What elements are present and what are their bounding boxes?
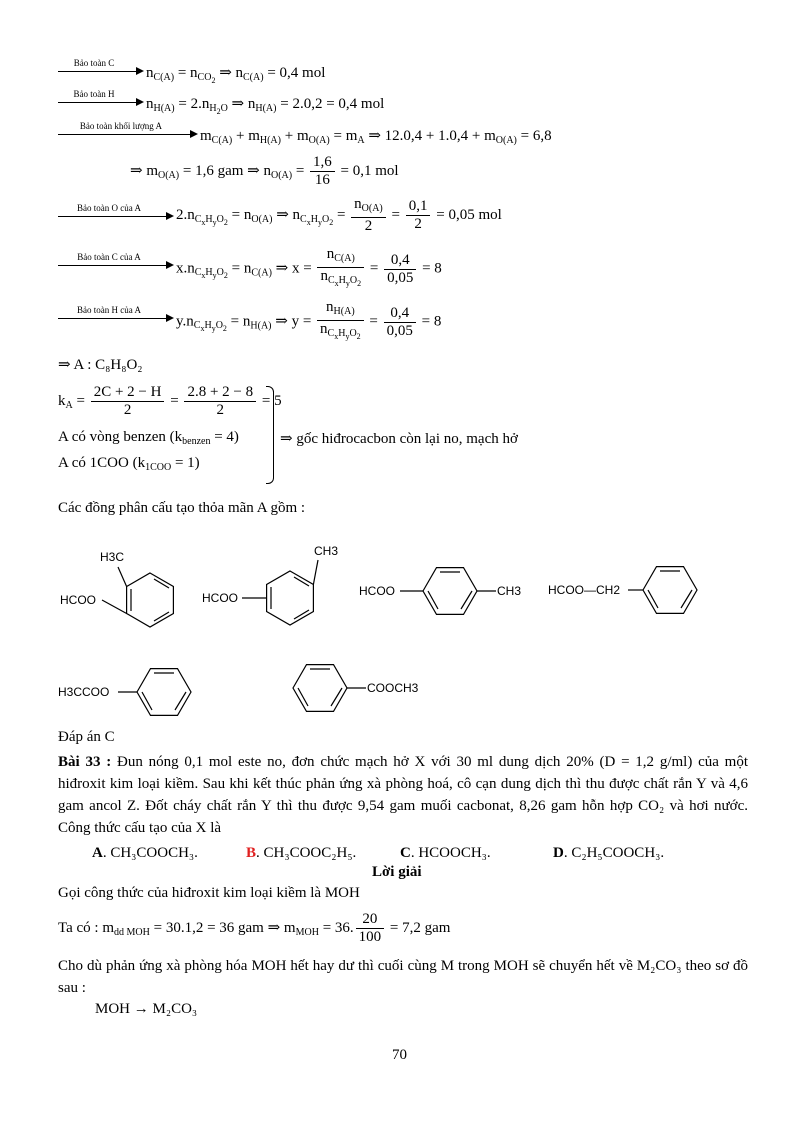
equation-line-5: $2.n_{C_xH_yO_2} = n_{O(A)}$ ⇒ $n_{C_xH_yO_2}$ = $\frac{n_{O(A)}}{2}$ = $\frac{0,1}{2}$ = 0,05 mol: [176, 196, 502, 234]
option-c: C. HCOOCH₃.: [400, 845, 491, 861]
equation-line-3: $m_{C(A)} + m_{H(A)} + m_{O(A)} = m_A$ ⇒ $12.0,4 + 1.0,4 + m_{O(A)} = 6,8$: [200, 128, 552, 146]
option-a: A. CH₃COOCH₃.: [92, 845, 198, 861]
solution-line-4: MOH → M₂CO₃: [95, 1001, 198, 1017]
equation-line-2: $n_{H(A)} = 2.n_{H_2O}$ ⇒ $n_{H(A)} = 2.0,2 = 0,4$ mol: [146, 96, 385, 116]
solution-line-2: Ta có : $m_{dd MOH} = 30.1,2 = 36$ gam ⇒ $m_{MOH} = 36$. $\frac{20}{100}$ = 7,2 gam: [58, 911, 451, 945]
s2-formate-label: HCOO: [202, 591, 238, 605]
unsaturation-result: = 5: [261, 392, 282, 409]
benzene-ring-6: [293, 665, 347, 712]
equation-line-6: $x.n_{C_xH_yO_2} = n_{C(A)}$ ⇒ x = $\frac{n_{C(A)}}{n_{C_xH_yO_2}}$ = $\frac{0,4}{0,05}$ = 8: [176, 246, 442, 288]
s3-methyl-label: CH3: [497, 584, 522, 598]
benzene-ring-line: A có vòng benzen $(k_{benzen} = 4)$: [58, 429, 239, 447]
s6-ester-label: COOCH3: [367, 681, 419, 695]
solution-line-1: Gọi công thức của hiđroxit kim loại kiềm là MOH: [58, 885, 360, 901]
answer-line: Đáp án C: [58, 729, 115, 745]
solution-title: Lời giải: [372, 864, 422, 880]
s2-methyl-label: CH3: [314, 544, 339, 558]
equation-line-4: ⇒ $m_{O(A)} = 1,6$ gam ⇒ $n_{O(A)}$ = $\frac{1,6}{16}$ = 0,1 mol: [130, 154, 399, 188]
problem-statement: [58, 751, 748, 839]
arrow-label: Bảo toàn H: [73, 89, 115, 99]
s1-methyl-label: H3C: [100, 550, 125, 564]
s5-acetate-label: H3CCOO: [58, 685, 110, 699]
page-number: 70: [392, 1047, 407, 1063]
arrow-label: Bảo toàn O của A: [77, 203, 141, 213]
unsaturation-equation: $k_A$ = $\frac{2C + 2 - H}{2}$ = $\frac{2.8 + 2 - 8}{2}$ = 5: [58, 384, 282, 418]
formula-conclusion: ⇒ A : C₈H₈O₂: [58, 357, 143, 373]
option-b: B. CH₃COOC₂H₅.: [246, 845, 357, 861]
s3-formate-label: HCOO: [359, 584, 395, 598]
s1-formate-label: HCOO: [60, 593, 96, 607]
brace-conclusion: ⇒ gốc hiđrocacbon còn lại no, mạch hở: [280, 431, 518, 447]
benzene-ring-5: [137, 669, 191, 716]
isomers-intro: Các đồng phân cấu tạo thỏa mãn A gồm :: [58, 500, 306, 516]
benzene-ring-2: [267, 571, 314, 625]
arrow-label: Bảo toàn C: [73, 58, 115, 68]
problem-text: Đun nóng 0,1 mol este no, đơn chức mạch hở X với 30 ml dung dịch 20% (D = 1,2 g/ml) của một hiđroxit kim loại kiềm. Sau khi kết thúc phản ứng xà phòng hoá, cô cạn dung dịch thì thu được chất rắn Y và 4,6 gam ancol Z. Đốt cháy chất rắn Y thì thu được 9,54 gam muối cacbonat, 8,26 gam hỗn hợp CO₂ và hơi nước. Công thức cấu tạo của X là: [58, 754, 749, 836]
solution-line-3: Cho dù phản ứng xà phòng hóa MOH hết hay dư thì cuối cùng M trong MOH sẽ chuyển hết về M₂CO₃ theo sơ đồ sau :: [58, 958, 748, 996]
coo-group-line: A có 1COO $(k_{1COO} = 1)$: [58, 455, 200, 473]
arrow-label: Bảo toàn khối lượng A: [79, 121, 163, 131]
benzene-ring-4: [643, 567, 697, 614]
benzene-ring-1: [127, 573, 174, 627]
option-d: D. C₂H₅COOCH₃.: [553, 845, 665, 861]
equation-line-1: $n_{C(A)} = n_{CO_2}$ ⇒ $n_{C(A)} = 0,4$ mol: [146, 65, 326, 85]
arrow-label: Bảo toàn H của A: [77, 305, 141, 315]
problem-number: Bài 33 :: [58, 754, 112, 770]
s4-benzyl-formate-label: HCOO—CH2: [548, 583, 621, 597]
equation-line-7: $y.n_{C_xH_yO_2} = n_{H(A)}$ ⇒ y = $\frac{n_{H(A)}}{n_{C_xH_yO_2}}$ = $\frac{0,4}{0,05}$ = 8: [176, 299, 442, 341]
benzene-ring-3: [423, 568, 477, 615]
arrow-label: Bảo toàn C của A: [77, 252, 141, 262]
